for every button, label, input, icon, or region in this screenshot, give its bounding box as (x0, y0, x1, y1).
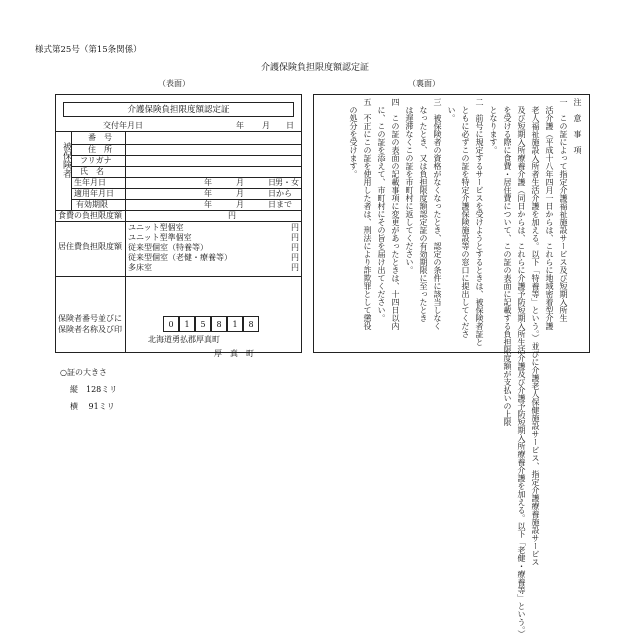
row-expiry-label: 有効期限 (76, 200, 108, 209)
row-expiry-value: 年 月 日まで (204, 200, 292, 209)
residence-item-label: ユニット型個室 (128, 223, 184, 232)
back-side-label: （裏面） (408, 79, 440, 88)
insurer-digit-box: 8 (243, 316, 259, 332)
notes-columns (317, 98, 583, 638)
row-furigana-label: フリガナ (80, 156, 112, 165)
insurer-digit-box: 1 (227, 316, 243, 332)
residence-item-label: 多床室 (128, 263, 152, 272)
row-applied-date-label: 適用年月日 (74, 189, 114, 198)
notes-heading: 注 意 事 項 (573, 98, 582, 154)
residence-item-label: 従来型個室（老健・療養等） (128, 253, 232, 262)
notes-column: 及び短期入所療養介護（同日からは、これらに介護予防短期入所生活介護及び介護予防短期入所療養介護を加える。以下「老健・療養等」という。） (517, 98, 526, 638)
notes-column: 活介護（平成十八年四月一日からは、これらに地域密着型介護 (545, 98, 554, 330)
issue-date-year-unit: 年 (236, 121, 244, 130)
insured-group-label: 被保険者 (61, 142, 71, 178)
notes-column: 五 不正にこの証を使用した者は、刑法により詐欺罪として懲役 (363, 98, 372, 330)
issue-date-day-unit: 日 (286, 121, 294, 130)
residence-item-unit: 円 (291, 243, 299, 252)
row-number-label: 番 号 (88, 133, 112, 142)
residence-limit-label: 居住費負担限度額 (58, 242, 122, 251)
row-name-label: 氏 名 (80, 167, 104, 176)
front-side-label: （表面） (158, 79, 190, 88)
certificate-inner-title: 介護保険負担限度額認定証 (63, 102, 294, 117)
rule-line (125, 276, 126, 353)
rule-line (125, 221, 126, 276)
notes-column: 二 前号に規定するサービスを受けようとするときは、被保険者証と (475, 98, 484, 346)
notes-column: を受ける際に食費・居住費について、この証の表面に記載する負担限度額が支払いの上限 (503, 98, 512, 426)
insurer-name: 北海道勇払郡厚真町 (148, 335, 220, 344)
notes-column: ともに必ずこの証を特定介護保険施設等の窓口に提出してくださ (461, 98, 470, 338)
row-birthdate-value: 年 月 日 (204, 178, 276, 187)
residence-item-unit: 円 (291, 263, 299, 272)
notes-column: 四 この証の表面の記載事項に変更があったときは、十四日以内 (391, 98, 400, 330)
insurer-digit-box: 1 (179, 316, 195, 332)
document-title: 介護保険負担限度額認定証 (260, 63, 369, 73)
issue-date-label: 交付年月日 (103, 121, 143, 130)
residence-item-unit: 円 (291, 223, 299, 232)
residence-item-label: 従来型個室（特養等） (128, 243, 208, 252)
notes-column: の処分を受けます。 (349, 98, 358, 178)
notes-column: い。 (447, 98, 456, 122)
size-title: ○証の大きさ (60, 368, 107, 377)
notes-column: に、この証を添えて、市町村にその旨を届け出てください。 (377, 98, 386, 322)
row-applied-date-value: 年 月 日から (204, 189, 292, 198)
food-limit-label: 食費の負担限度額 (58, 211, 122, 220)
insurer-short-name: 厚 真 町 (214, 349, 254, 358)
residence-item-label: ユニット型準個室 (128, 233, 192, 242)
notes-column: となります。 (489, 98, 498, 154)
issue-date-month-unit: 月 (262, 121, 270, 130)
rule-line (55, 221, 302, 222)
size-height: 縦 128ミリ (70, 385, 118, 394)
insurer-label-line2: 保険者名称及び印 (58, 325, 122, 334)
form-number-label: 様式第25号（第15条関係） (35, 45, 142, 55)
size-width: 横 91ミリ (70, 402, 115, 411)
insurer-digit-box: 0 (163, 316, 179, 332)
residence-item-unit: 円 (291, 253, 299, 262)
row-gender-value: 男・女 (275, 178, 299, 187)
residence-item-unit: 円 (291, 233, 299, 242)
notes-column: なったとき、又は負担限度額認定証の有効期限に至ったとき (419, 98, 428, 322)
notes-column: 三 被保険者の資格がなくなったとき、認定の条件に該当しなく (433, 98, 442, 330)
insurer-label-line1: 保険者番号並びに (58, 314, 122, 323)
food-limit-unit: 円 (228, 211, 236, 220)
insurer-digit-box: 8 (211, 316, 227, 332)
row-address-label: 住 所 (88, 145, 112, 154)
rule-line (71, 166, 302, 167)
rule-line (55, 276, 302, 277)
insurer-digit-box: 5 (195, 316, 211, 332)
rule-line (55, 131, 302, 132)
notes-column: は遅滞なくこの証を市町村に返してください。 (405, 98, 414, 274)
rule-line (125, 131, 126, 221)
notes-column: 一 この証によって指定介護福祉施設サービス及び短期入所生 (559, 98, 568, 322)
notes-column: 老人福祉施設入所者生活介護を加える。以下「特養等」という。）並びに介護老人保健施設サービス、指定介護療養施設サービス (531, 98, 540, 566)
row-birthdate-label: 生年月日 (74, 178, 106, 187)
